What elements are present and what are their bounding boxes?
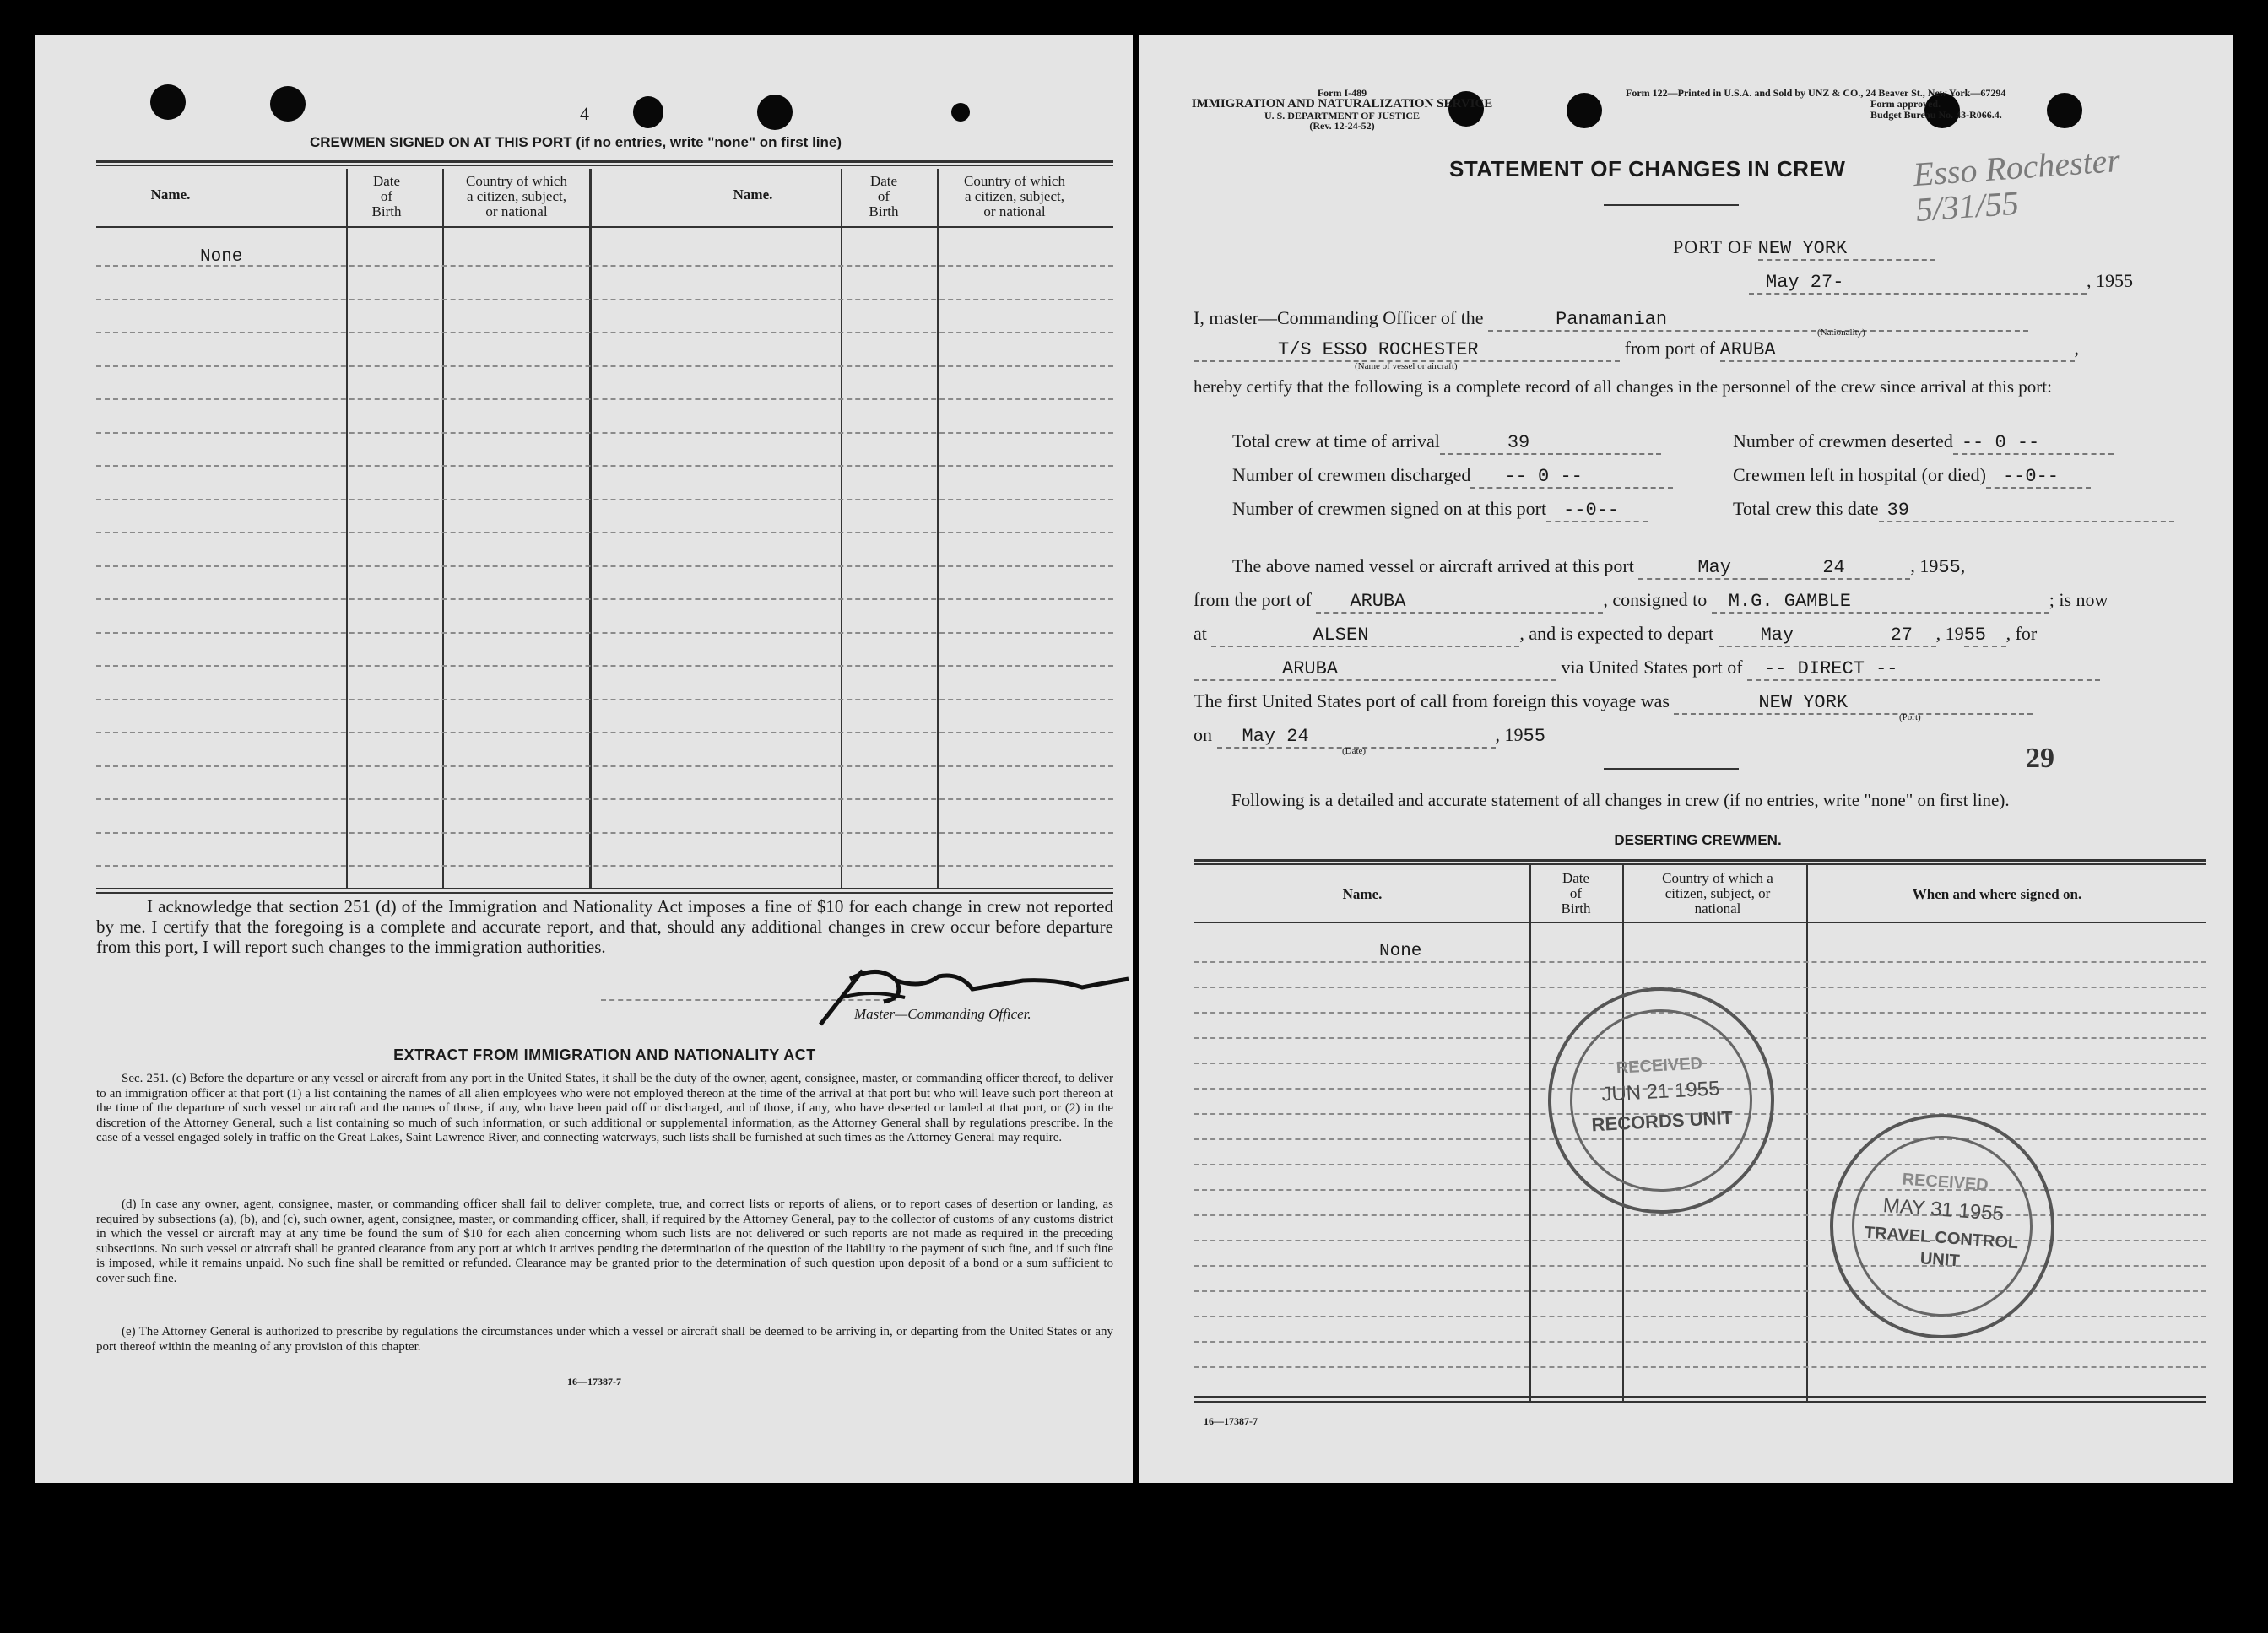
crewmen-hospital: Crewmen left in hospital (or died) --0-- <box>1733 464 2091 489</box>
punch-hole <box>150 84 186 120</box>
table-row <box>1194 1240 2206 1241</box>
certify-text: hereby certify that the following is a complete record of all changes in the personnel of the crew since arrival at this port: <box>1194 376 2052 397</box>
location-line: at ALSEN , and is expected to depart May 27 , 1955 , for <box>1194 623 2038 646</box>
column-divider <box>1529 865 1531 1401</box>
handwritten-number: 29 <box>2026 743 2054 774</box>
divider-rule <box>1604 768 1739 770</box>
origin-line: from the port of ARUBA , consigned to M.G. GAMBLE ; is now <box>1194 589 2108 612</box>
table-row <box>96 732 1113 733</box>
table-row <box>96 765 1113 767</box>
signature-caption: Master—Commanding Officer. <box>854 1006 1031 1022</box>
extract-section-c: Sec. 251. (c) Before the departure or any vessel or aircraft from any port in the United States, it shall be the duty of the owner, agent, consignee, master, or commanding officer thereof, to deliver to an immigration officer at that port (1) a list containing the names of all alien employees who were not employed thereon at the time of the arrival at that port but who will leave such port thereon at the time of the departure of such vessel or aircraft and the names of those, if any, who have been paid off or discharged, and of those, if any, who have deserted or landed at that port, or (2) in the discretion of the Attorney General, such a list containing so much of such information, or such additional or supplemental information, as the Attorney General shall by regulations prescribe. In the case of a vessel engaged solely in traffic on the Great Lakes, Saint Lawrence River, and connecting waterways, such lists shall be furnished at such times as the Attorney General may require. <box>96 1072 1113 1144</box>
column-divider <box>346 169 348 888</box>
table-row <box>96 398 1113 400</box>
table-row <box>96 865 1113 867</box>
page-number: 4 <box>580 103 589 124</box>
table-row <box>96 465 1113 467</box>
table-row <box>1194 1366 2206 1368</box>
date-caption: (Date) <box>1342 746 1367 756</box>
port-line: PORT OF NEW YORK <box>1673 236 1935 261</box>
column-header-dob: Date of Birth <box>869 173 899 219</box>
table-row <box>96 365 1113 367</box>
table-row <box>1194 1316 2206 1317</box>
column-divider <box>1806 865 1808 1401</box>
vessel-caption: (Name of vessel or aircraft) <box>1355 361 1458 371</box>
table-bottom-rule <box>96 888 1113 889</box>
table-row <box>1194 1290 2206 1292</box>
section-title: CREWMEN SIGNED ON AT THIS PORT (if no entries, write "none" on first line) <box>309 134 842 150</box>
table-top-rule <box>1194 863 2206 865</box>
master-line: I, master—Commanding Officer of the Panamanian <box>1194 307 2028 332</box>
first-entry: None <box>1379 942 1422 961</box>
first-port-line: The first United States port of call from foreign this voyage was NEW YORK <box>1194 690 2033 715</box>
following-text: Following is a detailed and accurate statement of all changes in crew (if no entries, write "none" on first line). <box>1231 790 2010 810</box>
table-row <box>96 532 1113 533</box>
column-divider <box>442 169 444 888</box>
column-header-name: Name. <box>1342 886 1383 902</box>
extract-section-d: (d) In case any owner, agent, consignee, master, or commanding officer shall fail to deliver complete, true, and correct lists or reports of aliens, or to report cases of desertion or landing, as required by subsections (a), (b), and (c), such owner, agent, consignee, master, or commanding officer, shall, if required by the Attorney General, pay to the collector of customs of any customs district in which the vessel or aircraft may at any time be found the sum of $10 for each alien concerning whom such lists are not delivered or such reports are not made as required in the preceding subsections. No such vessel or aircraft shall be granted clearance from any port at which it arrives pending the determination of the question of the liability to the payment of such fine, and if such fine is imposed, while it remains unpaid. No such fine shall be remitted or refunded. Clearance may be granted prior to the determination of such question upon deposit of a bond or a sum sufficient to cover such fine. <box>96 1198 1113 1285</box>
right-page <box>1139 35 2233 1483</box>
column-header-country: Country of which a citizen, subject, or national <box>964 173 1065 219</box>
received-stamp-records-unit: RECEIVED JUN 21 1955 RECORDS UNIT <box>1542 981 1780 1219</box>
first-entry: None <box>200 247 243 267</box>
punch-hole <box>633 96 663 128</box>
header-rule <box>96 226 1113 228</box>
table-row <box>96 332 1113 333</box>
table-row <box>1194 1341 2206 1343</box>
date-line: May 27- , 1955 <box>1749 270 2133 295</box>
handwritten-note: Esso Rochester 5/31/55 <box>1912 141 2122 229</box>
table-row <box>96 499 1113 500</box>
table-top-rule <box>96 165 1113 166</box>
column-header-country: Country of which a citizen, subject, or national <box>466 173 567 219</box>
table-row <box>96 798 1113 800</box>
punch-hole <box>270 86 306 122</box>
table-row <box>96 598 1113 600</box>
destination-line: ARUBA via United States port of -- DIRECT -- <box>1194 657 2100 681</box>
table-row <box>96 565 1113 567</box>
form-title: STATEMENT OF CHANGES IN CREW <box>1449 156 1846 181</box>
crewmen-discharged: Number of crewmen discharged -- 0 -- <box>1232 464 1673 489</box>
print-code: 16—17387-7 <box>567 1376 621 1387</box>
table-row <box>96 265 1113 267</box>
column-header-name: Name. <box>733 187 773 203</box>
column-divider <box>589 169 592 888</box>
acknowledgment-text: I acknowledge that section 251 (d) of the Immigration and Nationality Act imposes a fine of $10 for each change in crew not reported by me. I certify that the foregoing is a complete and accurate report, and that, should any additional changes in crew occur before departure from this port, I will report such changes to the immigration authorities. <box>96 896 1113 957</box>
table-row <box>96 832 1113 834</box>
printer-note: Form 122—Printed in U.S.A. and Sold by UNZ & CO., 24 Beaver St., New York—67294 Form approved. Budget Bureau No. 43-R066.4. <box>1626 87 2006 121</box>
crewmen-signed-on: Number of crewmen signed on at this port --0-- <box>1232 498 1648 522</box>
punch-hole <box>757 95 793 130</box>
left-page <box>35 35 1133 1483</box>
table-bottom-rule <box>1194 1396 2206 1398</box>
punch-hole <box>1567 93 1602 128</box>
column-header-dob: Date of Birth <box>1561 870 1591 917</box>
title-rule <box>1604 204 1739 206</box>
extract-title: EXTRACT FROM IMMIGRATION AND NATIONALITY ACT <box>393 1046 816 1063</box>
total-crew-today: Total crew this date 39 <box>1733 498 2174 522</box>
table-row <box>1194 987 2206 988</box>
table-row <box>96 699 1113 700</box>
nationality-caption: (Nationality) <box>1817 327 1865 338</box>
table-row <box>1194 961 2206 963</box>
print-code: 16—17387-7 <box>1204 1415 1258 1427</box>
column-header-name: Name. <box>150 187 191 203</box>
table-bottom-rule <box>1194 1401 2206 1403</box>
first-date-line: on May 24 , 1955 <box>1194 724 1545 747</box>
table-top-rule <box>96 160 1113 163</box>
header-rule <box>1194 922 2206 923</box>
arrival-line: The above named vessel or aircraft arrived at this port May 24 , 1955, <box>1232 555 1966 578</box>
column-header-country: Country of which a citizen, subject, or national <box>1662 870 1773 917</box>
form-header: Form I-489 IMMIGRATION AND NATURALIZATION SERVICE U. S. DEPARTMENT OF JUSTICE (Rev. 12-24-52) <box>1191 87 1493 132</box>
column-header-signed-on: When and where signed on. <box>1912 886 2082 902</box>
table-row <box>96 665 1113 667</box>
vessel-line: T/S ESSO ROCHESTER from port of ARUBA , <box>1194 338 2079 362</box>
column-divider <box>937 169 939 888</box>
extract-section-e: (e) The Attorney General is authorized to prescribe by regulations the circumstances under which a vessel or aircraft shall be deemed to be arriving in, or departing from the United States or any port thereof within the meaning of any provision of this chapter. <box>96 1325 1113 1354</box>
deserting-title: DESERTING CREWMEN. <box>1614 832 1782 848</box>
column-divider <box>841 169 842 888</box>
port-caption: (Port) <box>1899 712 1921 722</box>
table-row <box>96 632 1113 634</box>
total-crew-arrival: Total crew at time of arrival 39 <box>1232 430 1661 455</box>
punch-hole <box>951 103 970 122</box>
table-row <box>96 299 1113 300</box>
table-row <box>1194 1265 2206 1267</box>
received-stamp-travel-control: RECEIVED MAY 31 1955 TRAVEL CONTROL UNIT <box>1822 1106 2062 1346</box>
table-row <box>96 432 1113 434</box>
crewmen-deserted: Number of crewmen deserted -- 0 -- <box>1733 430 2114 455</box>
table-top-rule <box>1194 859 2206 862</box>
table-bottom-rule <box>96 892 1113 894</box>
column-header-dob: Date of Birth <box>371 173 402 219</box>
table-row <box>1194 1214 2206 1216</box>
